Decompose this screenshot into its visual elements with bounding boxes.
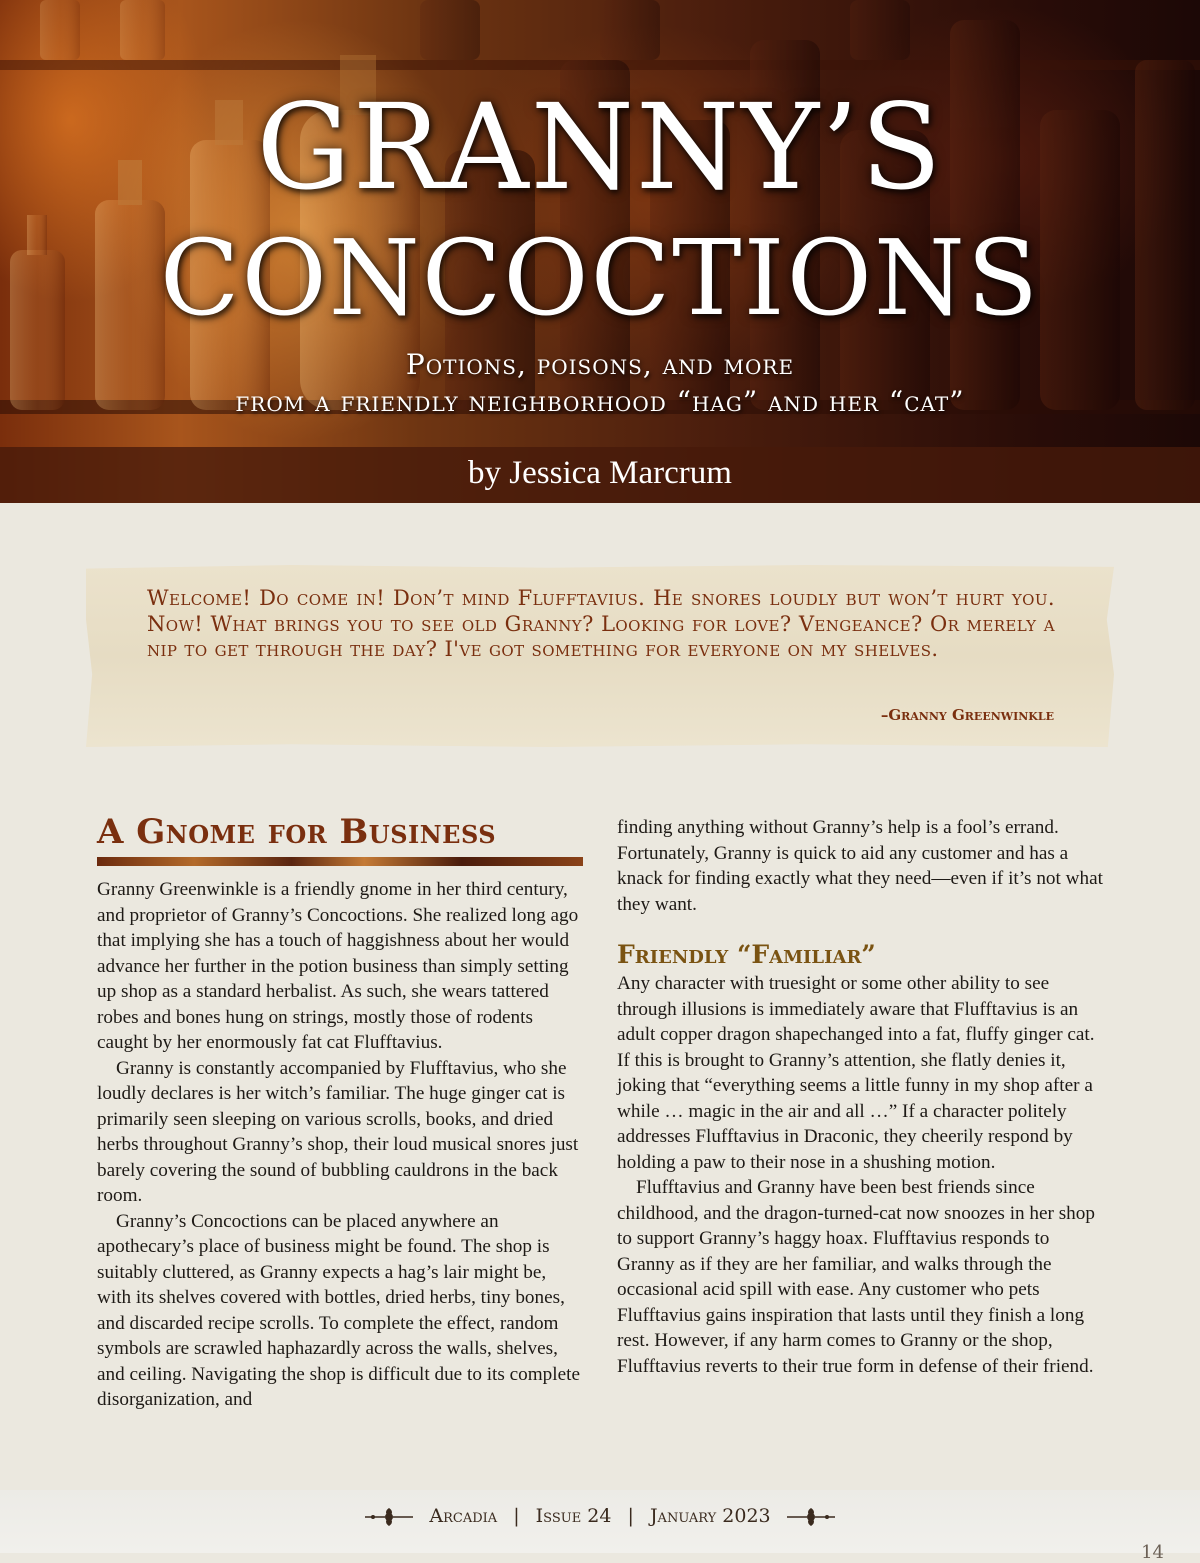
footer-separator: | [513, 1505, 520, 1527]
fleuron-ornament-left-icon [363, 1506, 415, 1528]
left-column [97, 877, 583, 1413]
footer-issue: Issue 24 [535, 1505, 612, 1527]
footer-separator: | [627, 1505, 634, 1527]
byline: by Jessica Marcrum [468, 455, 732, 491]
quote-text: Welcome! Do come in! Don’t mind Flufftavius. He snores loudly but won’t hurt you. Now! What brings you to see old Granny? Looking for love? Vengeance? Or merely a nip to get through the day? I've got something for everyone on my shelves. [147, 586, 1055, 661]
title-line-1: GRANNY’S [256, 78, 944, 216]
paragraph: Granny’s Concoctions can be placed anywhere an apothecary’s place of business might be found. The shop is suitably cluttered, as Granny expects a hag’s lair might be, with its shelves covered with bottles, dried herbs, tiny bones, and discarded recipe scrolls. To complete the effect, random symbols are scrawled haphazardly across the walls, shelves, and ceiling. Navigating the shop is difficult due to its complete disorganization, and [97, 1210, 580, 1410]
subtitle-line-1: Potions, poisons, and more [405, 348, 795, 381]
heading-rule [97, 857, 583, 866]
paragraph: Granny Greenwinkle is a friendly gnome in her third century, and proprietor of Granny’s Concoctions. She realized long ago that implying she has a touch of haggishness about her would advance her further in the potion business than simply setting up shop as a standard herbalist. As such, she wears tattered robes and bones hung on strings, mostly those of rodents caught by her enormously fat cat Flufftavius. [97, 879, 579, 1053]
footer-date: January 2023 [649, 1505, 771, 1527]
right-column [617, 971, 1107, 1379]
hero-banner [0, 0, 1200, 503]
fleuron-ornament-right-icon [785, 1506, 837, 1528]
section-heading-friendly-familiar: Friendly “Familiar” [617, 940, 876, 969]
quote-attribution: –Granny Greenwinkle [880, 706, 1054, 724]
paragraph: Flufftavius and Granny have been best friends since childhood, and the dragon-turned-cat now snoozes in her shop to support Granny’s haggy hoax. Flufftavius responds to Granny as if they are her familiar, and walks through the occasional acid spill with ease. Any customer who pets Flufftavius gains inspiration that lasts until they finish a long rest. However, if any harm comes to Granny or the shop, Flufftavius reverts to their true form in defense of their friend. [617, 1177, 1095, 1377]
title-line-2: CONCOCTIONS [159, 217, 1041, 339]
footer-publication: Arcadia [429, 1505, 498, 1527]
page-number: 14 [1141, 1542, 1164, 1563]
paragraph: Any character with truesight or some other ability to see through illusions is immediately aware that Flufftavius is an adult copper dragon shapechanged into a fat, fluffy ginger cat. If this is brought to Granny’s attention, she flatly denies it, joking that “everything seems a little funny in my shop after a while … magic in the air and all …” If a character politely addresses Flufftavius in Draconic, they cheerily respond by holding a paw to their nose in a shushing motion. [617, 973, 1095, 1173]
section-heading-gnome-for-business: A Gnome for Business [97, 812, 497, 852]
paragraph: finding anything without Granny’s help is a fool’s errand. Fortunately, Granny is quick to aid any customer and has a knack for finding exactly what they need—even if it’s not what they want. [617, 817, 1103, 915]
subtitle-line-2: from a friendly neighborhood “hag” and her “cat” [235, 385, 965, 418]
right-column-continued [617, 815, 1107, 917]
paragraph: Granny is constantly accompanied by Flufftavius, who she loudly declares is her witch’s familiar. The huge ginger cat is primarily seen sleeping on various scrolls, books, and dried herbs throughout Granny’s shop, their loud musical snores just barely covering the sound of bubbling cauldrons in the back room. [97, 1057, 579, 1206]
footer [0, 1505, 1200, 1528]
